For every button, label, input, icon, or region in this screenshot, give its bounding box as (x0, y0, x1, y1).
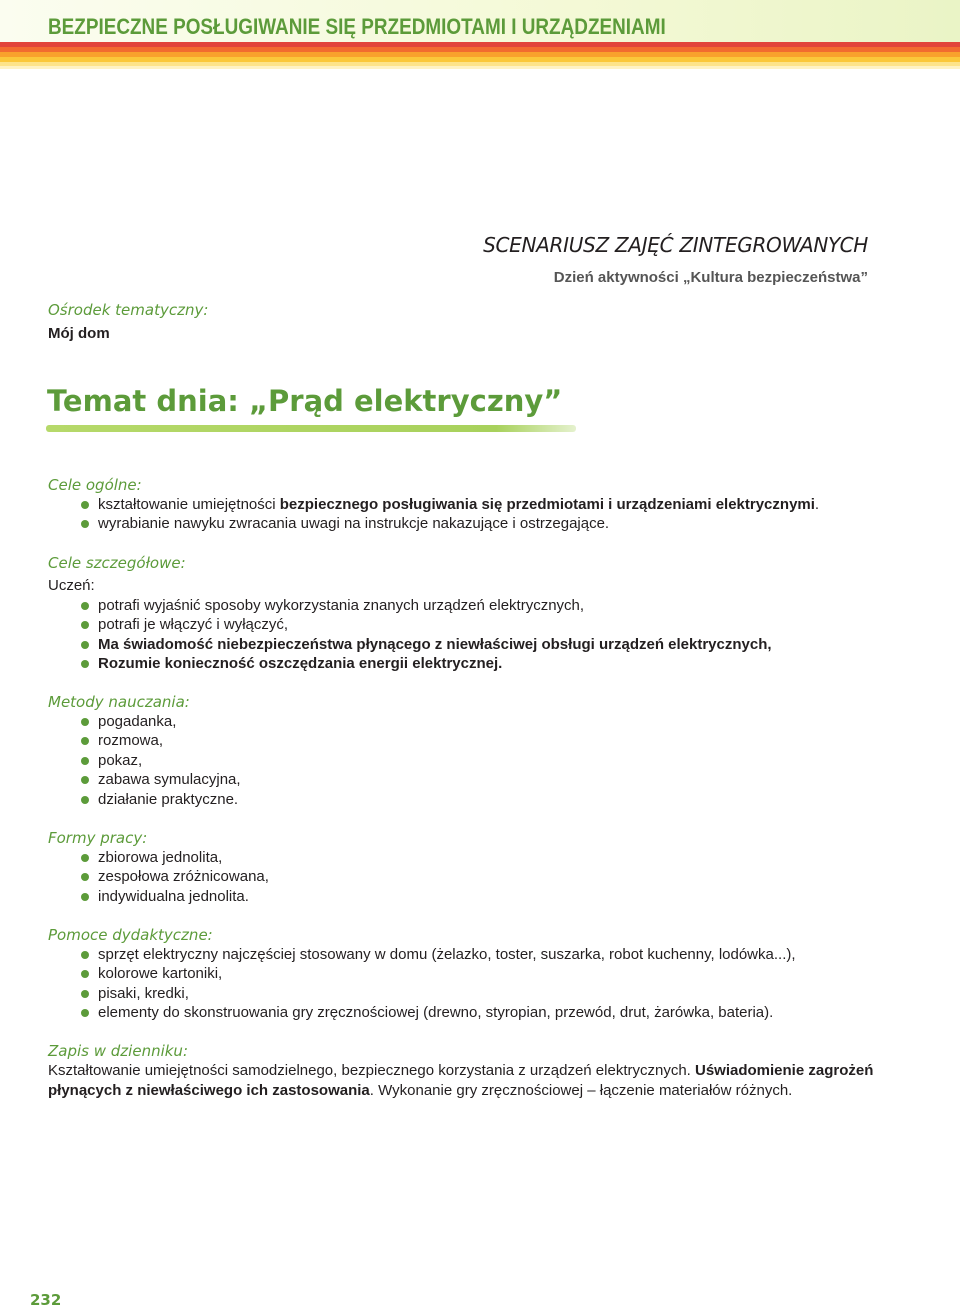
cele-ogolne-list (81, 495, 819, 534)
header-band (0, 0, 960, 70)
cele-szczegolowe-item: Ma świadomość niebezpieczeństwa płynącego z niewłaściwej obsługi urządzeń elektrycznych, (98, 635, 772, 653)
bullet-icon (81, 621, 89, 629)
bullet-icon (81, 796, 89, 804)
metody-item: pogadanka, (98, 713, 177, 730)
list-item (81, 790, 241, 809)
bullet-icon (81, 776, 89, 784)
metody-item: działanie praktyczne. (98, 790, 239, 808)
cele-szczegolowe-item: Rozumie konieczność oszczędzania energii elektrycznej. (98, 655, 503, 673)
metody-item: rozmowa, (98, 732, 164, 750)
pomoce-item: sprzęt elektryczny najczęściej stosowany w domu (żelazko, toster, suszarka, robot kuchenny, lodówka...), (98, 946, 796, 963)
bullet-icon (81, 970, 89, 978)
list-item (81, 615, 772, 634)
zapis-part2: Uświadomienie zagrożeń płynących z niewłaściwego ich zastosowania (48, 1062, 874, 1099)
bullet-icon (81, 951, 89, 959)
pomoce-item: pisaki, kredki, (98, 984, 189, 1002)
list-item (81, 1003, 796, 1022)
metody-list (81, 712, 241, 809)
formy-item: zbiorowa jednolita, (98, 849, 223, 866)
metody-item: zabawa symulacyjna, (98, 771, 241, 789)
list-item (81, 770, 241, 789)
scenario-title: SCENARIUSZ ZAJĘĆ ZINTEGROWANYCH (483, 233, 868, 257)
header-stripe-pale (0, 66, 960, 69)
pomoce-list (81, 945, 796, 1023)
page-number: 232 (30, 1291, 62, 1309)
metody-label: Metody nauczania: (48, 693, 190, 711)
list-item (81, 984, 796, 1003)
topic-underline (46, 425, 576, 432)
cele-ogolne-item1-plain: kształtowanie umiejętności (98, 496, 280, 513)
zapis-paragraph (48, 1061, 878, 1100)
bullet-icon (81, 1009, 89, 1017)
zapis-part3: . Wykonanie gry zręcznościowej – łączenie materiałów różnych. (369, 1081, 793, 1099)
list-item (81, 514, 819, 533)
list-item (81, 712, 241, 731)
cele-ogolne-label: Cele ogólne: (48, 476, 142, 494)
cele-ogolne-item1-end: . (814, 496, 820, 513)
scenario-subtitle: Dzień aktywności „Kultura bezpieczeństwa” (553, 269, 868, 286)
list-item (81, 848, 269, 867)
osrodek-value: Mój dom (48, 325, 110, 342)
bullet-icon (81, 520, 89, 528)
list-item (81, 654, 772, 673)
cele-szczegolowe-intro: Uczeń: (48, 577, 95, 594)
formy-label: Formy pracy: (48, 829, 148, 847)
cele-ogolne-item2: wyrabianie nawyku zwracania uwagi na instrukcje nakazujące i ostrzegające. (98, 515, 610, 533)
topic-title: Temat dnia: „Prąd elektryczny” (47, 384, 563, 418)
bullet-icon (81, 641, 89, 649)
cele-ogolne-item1-bold: bezpiecznego posługiwania się przedmiotami i urządzeniami elektrycznymi (279, 496, 815, 513)
cele-szczegolowe-item: potrafi je włączyć i wyłączyć, (98, 616, 289, 634)
bullet-icon (81, 602, 89, 610)
bullet-icon (81, 660, 89, 668)
running-title: BEZPIECZNE POSŁUGIWANIE SIĘ PRZEDMIOTAMI I URZĄDZENIAMI (48, 14, 666, 39)
zapis-part1: Kształtowanie umiejętności samodzielnego, bezpiecznego korzystania z urządzeń elektrycznych. (48, 1062, 695, 1079)
list-item (81, 635, 772, 654)
list-item (81, 751, 241, 770)
bullet-icon (81, 990, 89, 998)
list-item (81, 964, 796, 983)
formy-item: indywidualna jednolita. (98, 887, 249, 905)
zapis-label: Zapis w dzienniku: (48, 1042, 188, 1060)
list-item (81, 596, 772, 615)
cele-szczegolowe-item: potrafi wyjaśnić sposoby wykorzystania znanych urządzeń elektrycznych, (98, 597, 585, 614)
list-item (81, 731, 241, 750)
bullet-icon (81, 757, 89, 765)
osrodek-label: Ośrodek tematyczny: (48, 301, 209, 319)
bullet-icon (81, 873, 89, 881)
list-item (81, 887, 269, 906)
pomoce-item: elementy do skonstruowania gry zręcznościowej (drewno, styropian, przewód, drut, żarówka, bateria). (98, 1004, 774, 1022)
formy-list (81, 848, 269, 906)
bullet-icon (81, 854, 89, 862)
bullet-icon (81, 718, 89, 726)
bullet-icon (81, 737, 89, 745)
bullet-icon (81, 893, 89, 901)
pomoce-item: kolorowe kartoniki, (98, 965, 223, 983)
formy-item: zespołowa zróżnicowana, (98, 868, 269, 886)
metody-item: pokaz, (98, 751, 143, 769)
cele-szczegolowe-label: Cele szczegółowe: (48, 554, 186, 572)
list-item (81, 495, 819, 514)
list-item (81, 867, 269, 886)
list-item (81, 945, 796, 964)
cele-szczegolowe-list (81, 596, 772, 674)
pomoce-label: Pomoce dydaktyczne: (48, 926, 213, 944)
bullet-icon (81, 501, 89, 509)
